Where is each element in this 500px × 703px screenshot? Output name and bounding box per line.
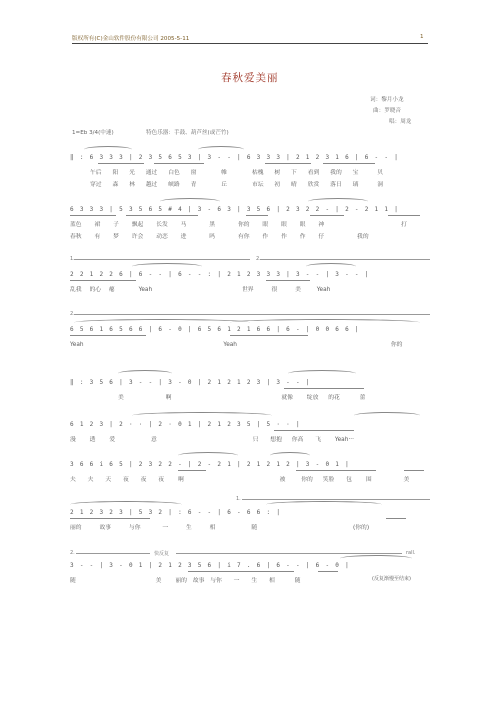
lyric: 美 — [118, 395, 124, 401]
composer: 曲：罗晓音 — [373, 108, 401, 114]
notation-line: ‖ : 3 5 6 | 3 - - | 3 - 0 | 2 1 2 1 2 3 | 3 - - | — [70, 379, 311, 386]
lyric: 生 — [251, 578, 258, 584]
slur — [132, 263, 202, 270]
lyric: 爱 — [109, 437, 116, 443]
vamp-line — [176, 553, 402, 554]
slur — [118, 370, 172, 377]
lyric: 笑脸 — [322, 477, 335, 483]
lyric: 飞 — [315, 437, 321, 443]
underline — [70, 280, 136, 281]
lyric: 宝 — [352, 170, 359, 176]
header-page-number: 1 — [420, 34, 424, 40]
volta-2-label: 2. — [256, 256, 261, 262]
slur — [160, 198, 220, 205]
underline — [154, 163, 204, 164]
lyric: 的花 — [328, 395, 340, 401]
lyrics-verse-1 — [70, 339, 402, 348]
lyrics-verse-1 — [90, 167, 383, 176]
lyric: 眼 — [299, 222, 306, 228]
volta-1-line — [74, 259, 250, 260]
lyric: 夜 — [140, 477, 147, 483]
lyric: 落日 — [330, 182, 342, 188]
lyric: 许会 — [131, 234, 144, 240]
score-system-2 — [70, 197, 430, 255]
score-system-3 — [70, 256, 430, 314]
lyric: 有 梦 — [94, 234, 119, 240]
lyric: 随 — [251, 525, 258, 531]
lyric: 丘 — [221, 182, 228, 188]
lyric: 的心 — [89, 287, 102, 293]
lyric: 你的 — [237, 222, 250, 228]
lyric: 一 — [233, 578, 240, 584]
lyric: 相 — [268, 578, 275, 584]
volta-label: 2. — [70, 550, 75, 556]
slur — [270, 452, 310, 459]
underline — [70, 335, 146, 336]
slur — [308, 198, 368, 205]
lyric: 夜 — [122, 477, 129, 483]
lyric: 作 — [281, 234, 287, 240]
lyric: 打 — [401, 222, 407, 228]
lyric: 你的 — [301, 477, 313, 483]
singer: 唱：周龙 — [389, 119, 412, 125]
underline — [404, 470, 424, 471]
volta-line — [74, 314, 430, 315]
lyric: 马 — [180, 222, 187, 228]
lyric: 欣赏 — [307, 182, 320, 188]
lyric: 一 — [162, 525, 169, 531]
lyric: 树 下 — [274, 170, 297, 176]
lyric: 包 — [346, 477, 352, 483]
lyric: 围 — [365, 477, 372, 483]
lyric: 夜 — [158, 477, 165, 483]
lyric: 故事 — [99, 525, 112, 531]
lyrics-verse-1 — [70, 575, 300, 584]
performance-note: (反复渐慢至结束) — [372, 576, 411, 582]
lyric: 绽放 — [306, 395, 319, 401]
lyric: 意 — [150, 437, 157, 443]
vamp-end-label: rall. — [406, 550, 416, 556]
lyric: 看到 — [307, 170, 320, 176]
lyric: 吗 — [209, 234, 216, 240]
lyric: 动恋 — [156, 234, 168, 240]
lyric: 与你 — [128, 525, 141, 531]
lyric: 丽的 — [175, 578, 187, 584]
lyric: 就像 — [281, 395, 293, 401]
vamp-start-label: 快反复 — [154, 551, 170, 557]
lyric: 眼 — [281, 222, 287, 228]
lyric: 峡路 — [168, 182, 180, 188]
slur — [354, 412, 420, 419]
lyric: 美 — [155, 578, 162, 584]
underline — [274, 430, 354, 431]
underline — [230, 335, 308, 336]
lyrics-verse-1 — [118, 392, 365, 401]
notation-line: ‖ : 6 3 3 3 | 2 3 5 6 5 3 | 3 - - | 6 3 3 3 | 2 1 2 3 1 6 | 6 - - | — [70, 154, 400, 161]
lyricist: 词：黎月小龙 — [370, 97, 404, 103]
notation-line: 3 - - | 3 - 0 1 | 2 1 2 3 5 6 | i 7 . 6 | 6 - - | 6 - 0 | — [70, 562, 351, 569]
lyric: 天 — [105, 477, 112, 483]
lyric: 夫 — [70, 477, 76, 483]
slur — [70, 501, 182, 508]
lyric: 作 — [299, 234, 306, 240]
lyrics-verse-1 — [70, 219, 407, 228]
lyric: 世界 — [241, 287, 254, 293]
lyric: 只 — [252, 437, 259, 443]
lyric: 随 — [70, 578, 76, 584]
lyric: 乱我 — [70, 287, 82, 293]
lyric: 裙 子 — [94, 222, 119, 228]
lyric: 午后 — [90, 170, 102, 176]
lyric: 你高 — [291, 437, 304, 443]
header-copyright: 版权所有(C)金山软件股份有限公司 2005-5-11 — [72, 36, 190, 42]
underline — [310, 215, 344, 216]
lyric: 我的 — [330, 170, 342, 176]
lyric: 啊 — [177, 477, 184, 483]
lyric: 飘起 — [131, 222, 144, 228]
volta-label: 2. — [70, 311, 75, 317]
volta-1-label: 1. — [70, 256, 75, 262]
underline — [296, 470, 376, 471]
lyric: 随 — [294, 578, 301, 584]
lyric: 贝 — [377, 170, 384, 176]
lyric: 帷 — [221, 170, 228, 176]
lyric: Yeah — [316, 287, 331, 293]
lyrics-verse-1 — [70, 522, 369, 531]
lyric: 作 — [262, 234, 269, 240]
slur — [198, 146, 244, 153]
underline — [178, 470, 206, 471]
underline — [266, 280, 310, 281]
underline — [98, 163, 144, 164]
lyric: Yeah — [223, 342, 237, 348]
score-system-4 — [70, 311, 430, 369]
lyric: 瘪 — [108, 287, 115, 293]
lyric: 故事 — [192, 578, 205, 584]
underline — [246, 215, 268, 216]
lyric: 美 — [403, 477, 410, 483]
underline — [386, 518, 406, 519]
lyric: 有你 — [237, 234, 250, 240]
lyrics-verse-1 — [70, 434, 354, 443]
song-title: 春秋爱美丽 — [221, 72, 279, 84]
slur — [306, 263, 356, 270]
lyric: 白色 — [168, 170, 180, 176]
lyric: 窗 — [190, 170, 197, 176]
notation-line: 6 5 6 1 6 5 6 6 | 6 - 0 | 6 5 6 1 2 1 6 6 | 6 - | 0 0 6 6 | — [70, 326, 360, 333]
lyrics-verse-1 — [70, 284, 330, 293]
lyric: 蓝色 — [70, 222, 82, 228]
lyric: 越过 — [145, 182, 158, 188]
lyric: 神 — [318, 222, 325, 228]
volta-label: 1. — [236, 496, 241, 502]
underline — [318, 571, 338, 572]
lyrics-verse-1 — [70, 474, 409, 483]
lyric: 市坛 — [251, 182, 264, 188]
underline — [126, 215, 198, 216]
lyric: 漫 — [70, 437, 76, 443]
lyric: 黑 — [209, 222, 216, 228]
notation-line: 6 3 3 3 | 5 3 5 6 5 # 4 | 3 - 6 3 | 3 5 6 | 2 3 2 2 - | 2 - 2 1 1 | — [70, 206, 400, 213]
lyric: Yeah — [138, 287, 153, 293]
lyric: (你的) — [352, 525, 370, 531]
lyric: Yeah — [70, 342, 84, 348]
lyric: 仔 — [318, 234, 325, 240]
lyric: 透 — [89, 437, 96, 443]
underline — [388, 215, 420, 216]
lyric: 你的 — [390, 342, 403, 348]
lyric: 枯槐 — [251, 170, 264, 176]
lyric: 初 晴 — [274, 182, 297, 188]
lyric: 很 — [271, 287, 278, 293]
underline — [323, 163, 375, 164]
lyric: 相 — [209, 525, 216, 531]
lyric: 眼 — [262, 222, 269, 228]
slur — [266, 501, 382, 508]
lyric: 春秋 — [70, 234, 82, 240]
notation-line: 2 2 1 2 2 6 | 6 - - | 6 - - : | 2 1 2 3 3 3 | 3 - - | 3 - - | — [70, 271, 370, 278]
notation-line: 3 6 6 i 6 5 | 2 3 2 2 - | 2 - 2 1 | 2 1 2 1 2 | 3 - 0 1 | — [70, 461, 351, 468]
underline — [284, 388, 364, 389]
notation-line: 6 1 2 3 | 2 · · | 2 · 0 1 | 2 1 2 3 5 | 5 · · | — [70, 421, 301, 428]
volta-2-line — [260, 259, 430, 260]
lyric: 穿过 — [90, 182, 102, 188]
slur — [132, 412, 272, 419]
lyric: 森 林 — [112, 182, 135, 188]
slur — [178, 452, 238, 459]
lyric: Yeah··· — [334, 437, 354, 443]
score-system-8 — [70, 496, 430, 554]
lyric: 璃 — [352, 182, 359, 188]
notation-line: 2 1 2 3 2 3 | 5 3 2 | : 6 - - | 6 - 6 6 : | — [70, 509, 282, 516]
header-rule — [72, 43, 428, 44]
slur — [74, 319, 250, 326]
lyrics-verse-2 — [70, 231, 369, 240]
lyric: 美 — [295, 287, 301, 293]
lyric: 想抱 — [270, 437, 282, 443]
volta-line — [76, 553, 150, 554]
lyric: 洞 — [377, 182, 384, 188]
lyric: 长发 — [156, 222, 168, 228]
lyric: 阳 光 — [112, 170, 135, 176]
lyrics-verse-2 — [90, 179, 383, 188]
lyric: 与你 — [210, 578, 222, 584]
score-system-9 — [70, 550, 430, 608]
lyric: 啊 — [165, 395, 172, 401]
lyric: 通过 — [145, 170, 158, 176]
score-system-1 — [70, 145, 430, 203]
slur — [340, 555, 412, 562]
lyric: 生 — [186, 525, 192, 531]
underline — [188, 571, 294, 572]
slur — [84, 146, 132, 153]
volta-line — [242, 499, 430, 500]
lyric: 夫 — [87, 477, 94, 483]
instruments: 特色乐器：手鼓、葫芦丝(或芒竹) — [146, 130, 229, 136]
lyric: 青 — [190, 182, 197, 188]
lyric: 进 — [180, 234, 187, 240]
lyric: 被 — [279, 477, 286, 483]
slur — [288, 370, 356, 377]
tempo-key: 1=Eb 3/4(中速) — [72, 130, 114, 136]
lyric: 蕾 — [359, 395, 366, 401]
lyric: 我的 — [357, 234, 369, 240]
underline — [70, 215, 116, 216]
lyric: 丽的 — [70, 525, 82, 531]
underline — [265, 163, 311, 164]
underline — [70, 518, 150, 519]
slur — [230, 319, 420, 326]
